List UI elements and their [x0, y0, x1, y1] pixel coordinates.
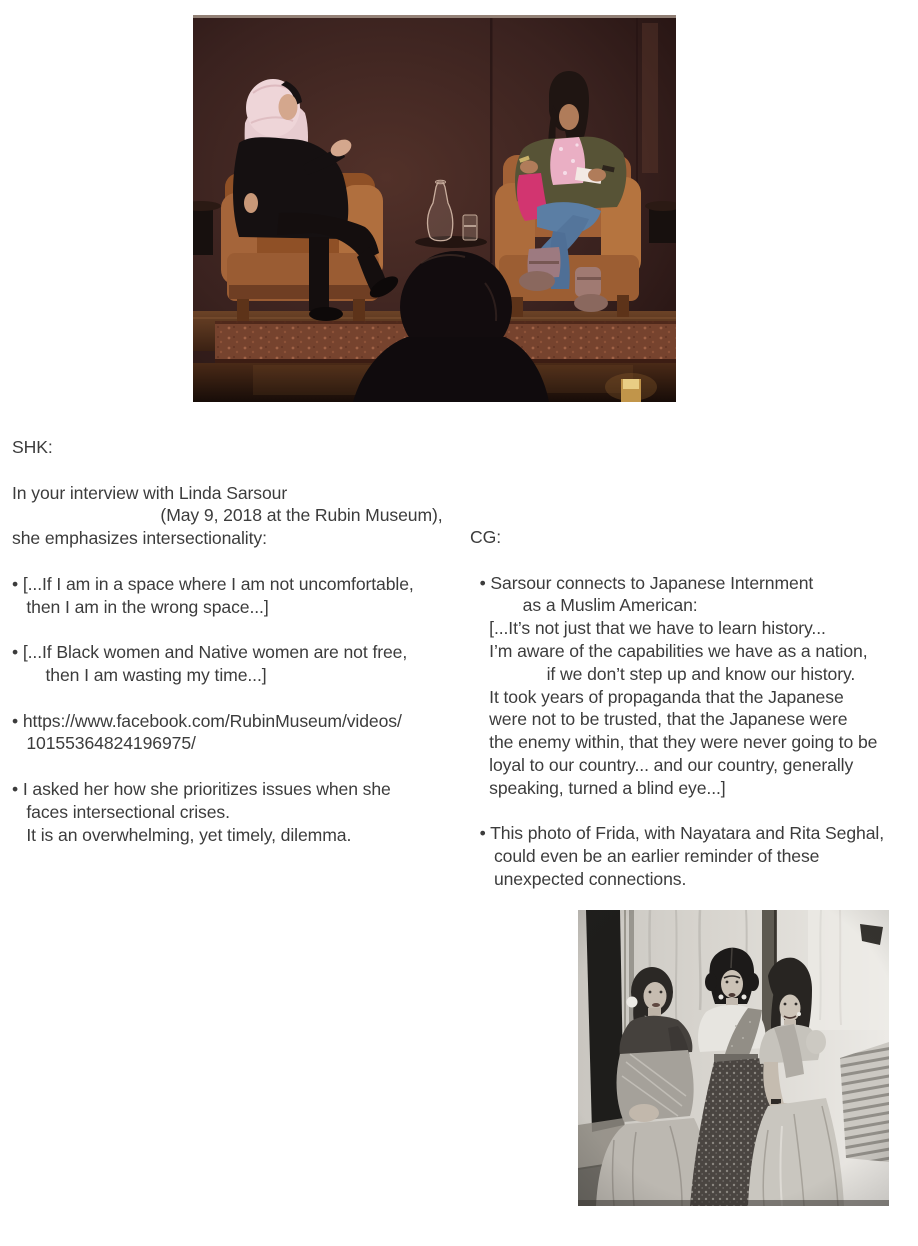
- stage-interview-photo: [193, 15, 676, 402]
- text-line: could even be an earlier reminder of these: [470, 846, 820, 867]
- facebook-url-line: • https://www.facebook.com/RubinMuseum/videos/: [12, 710, 402, 731]
- text-line: she emphasizes intersectionality:: [12, 528, 267, 549]
- text-line: were not to be trusted, that the Japanese were: [470, 709, 848, 730]
- text-line: as a Muslim American:: [470, 595, 698, 616]
- text-line: faces intersectional crises.: [12, 801, 230, 822]
- stage-photo-art: [193, 15, 676, 402]
- bullet-line: • I asked her how she prioritizes issues when she: [12, 778, 391, 799]
- frida-group-photo: [578, 910, 889, 1206]
- bullet-line: • [...If I am in a space where I am not uncomfortable,: [12, 573, 414, 594]
- text-line: speaking, turned a blind eye...]: [470, 777, 726, 798]
- spacer-line: [12, 550, 464, 573]
- spacer-line: [12, 459, 464, 482]
- speaker-label-cg: CG:: [470, 527, 501, 547]
- shk-column: [12, 436, 464, 846]
- text-line: I’m aware of the capabilities we have as a nation,: [470, 640, 868, 661]
- text-line: [...It’s not just that we have to learn history...: [470, 618, 826, 639]
- text-line: In your interview with Linda Sarsour: [12, 482, 288, 503]
- facebook-url-line: 10155364824196975/: [12, 733, 196, 754]
- text-line: unexpected connections.: [470, 868, 687, 889]
- text-line: if we don’t step up and know our history.: [470, 663, 856, 684]
- text-line: then I am wasting my time...]: [12, 664, 267, 685]
- cg-column: [470, 526, 916, 891]
- spacer-line: [470, 549, 916, 572]
- spacer-line: [470, 800, 916, 823]
- bullet-line: • This photo of Frida, with Nayatara and Rita Seghal,: [470, 823, 885, 844]
- spacer-line: [12, 618, 464, 641]
- text-line: It took years of propaganda that the Japanese: [470, 686, 844, 707]
- text-line: loyal to our country... and our country, generally: [470, 754, 854, 775]
- spacer-line: [12, 687, 464, 710]
- speaker-label-shk: SHK:: [12, 437, 53, 457]
- text-line: (May 9, 2018 at the Rubin Museum),: [12, 505, 443, 526]
- side-table-left: [193, 205, 213, 255]
- frida-photo-art: [578, 910, 889, 1206]
- text-line: then I am in the wrong space...]: [12, 596, 269, 617]
- text-line: the enemy within, that they were never going to be: [470, 732, 878, 753]
- text-line: It is an overwhelming, yet timely, dilemma.: [12, 824, 352, 845]
- spacer-line: [12, 755, 464, 778]
- bullet-line: • Sarsour connects to Japanese Internment: [470, 572, 814, 593]
- bullet-line: • [...If Black women and Native women are not free,: [12, 642, 408, 663]
